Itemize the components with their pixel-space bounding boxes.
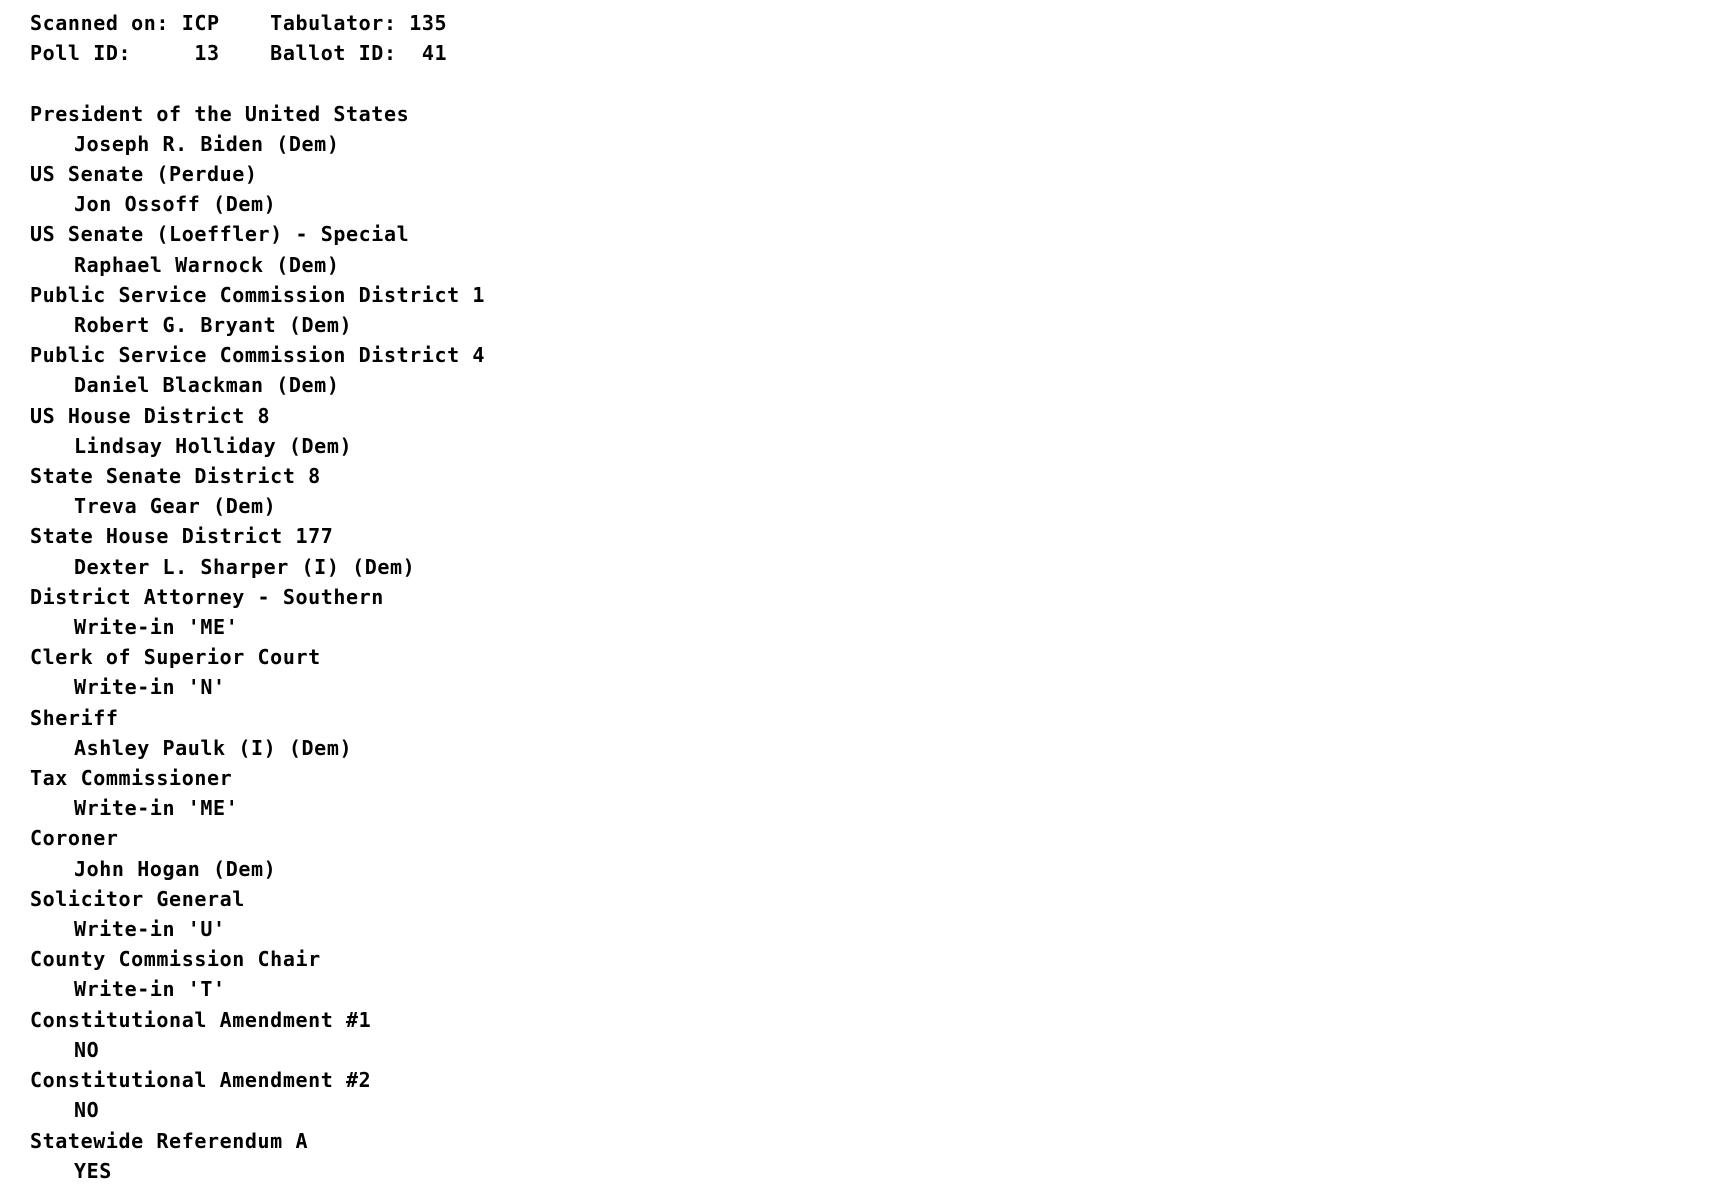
contest-selection: Treva Gear (Dem)	[74, 494, 277, 519]
contest-title: District Attorney - Southern	[30, 584, 384, 609]
contest-row	[30, 582, 1728, 642]
contest-selection: Dexter L. Sharper (I) (Dem)	[74, 554, 416, 579]
contest-row	[30, 1005, 1728, 1065]
contest-list	[30, 99, 1728, 1186]
contest-selection: Daniel Blackman (Dem)	[74, 373, 340, 398]
contest-row	[30, 642, 1728, 702]
contest-row	[30, 99, 1728, 159]
contest-title: President of the United States	[30, 101, 410, 126]
contest-row	[30, 280, 1728, 340]
contest-row	[30, 884, 1728, 944]
contest-row	[30, 1126, 1728, 1186]
contest-row	[30, 159, 1728, 219]
contest-row	[30, 823, 1728, 883]
contest-title: State House District 177	[30, 524, 334, 549]
contest-title: County Commission Chair	[30, 947, 321, 972]
contest-selection: Write-in 'T'	[74, 977, 226, 1002]
contest-selection: Ashley Paulk (I) (Dem)	[74, 735, 353, 760]
contest-row	[30, 703, 1728, 763]
contest-title: US Senate (Perdue)	[30, 162, 258, 186]
contest-selection: Raphael Warnock (Dem)	[74, 252, 340, 277]
contest-selection: Write-in 'ME'	[74, 796, 239, 821]
contest-selection: Write-in 'N'	[74, 675, 226, 700]
contest-row	[30, 521, 1728, 581]
scanned-on-line: Scanned on: ICP Tabulator: 135	[30, 11, 448, 35]
contest-title: Constitutional Amendment #2	[30, 1068, 372, 1093]
contest-row	[30, 219, 1728, 279]
contest-selection: Jon Ossoff (Dem)	[74, 192, 277, 217]
contest-title: Coroner	[30, 826, 119, 851]
contest-title: Tax Commissioner	[30, 766, 233, 791]
contest-title: State Senate District 8	[30, 464, 321, 489]
contest-title: US House District 8	[30, 403, 271, 428]
contest-title: Public Service Commission District 4	[30, 343, 486, 368]
contest-row	[30, 401, 1728, 461]
contest-selection: NO	[74, 1037, 100, 1062]
contest-row	[30, 944, 1728, 1004]
contest-selection: Lindsay Holliday (Dem)	[74, 433, 353, 458]
scan-header	[30, 8, 1728, 68]
contest-row	[30, 461, 1728, 521]
contest-selection: Write-in 'ME'	[74, 615, 239, 640]
contest-title: Clerk of Superior Court	[30, 645, 321, 670]
contest-title: Statewide Referendum A	[30, 1128, 309, 1153]
contest-title: US Senate (Loeffler) - Special	[30, 222, 410, 247]
contest-row	[30, 763, 1728, 823]
contest-title: Sheriff	[30, 705, 119, 730]
poll-ballot-id-line: Poll ID: 13 Ballot ID: 41	[30, 41, 448, 66]
contest-selection: John Hogan (Dem)	[74, 856, 277, 881]
contest-title: Public Service Commission District 1	[30, 282, 486, 307]
contest-selection: Robert G. Bryant (Dem)	[74, 313, 353, 338]
contest-selection: YES	[74, 1158, 112, 1183]
contest-selection: Joseph R. Biden (Dem)	[74, 131, 340, 156]
contest-title: Solicitor General	[30, 886, 245, 911]
contest-row	[30, 340, 1728, 400]
contest-title: Constitutional Amendment #1	[30, 1007, 372, 1032]
spacer	[30, 68, 1728, 98]
contest-selection: Write-in 'U'	[74, 917, 226, 942]
contest-selection: NO	[74, 1098, 100, 1123]
contest-row	[30, 1065, 1728, 1125]
